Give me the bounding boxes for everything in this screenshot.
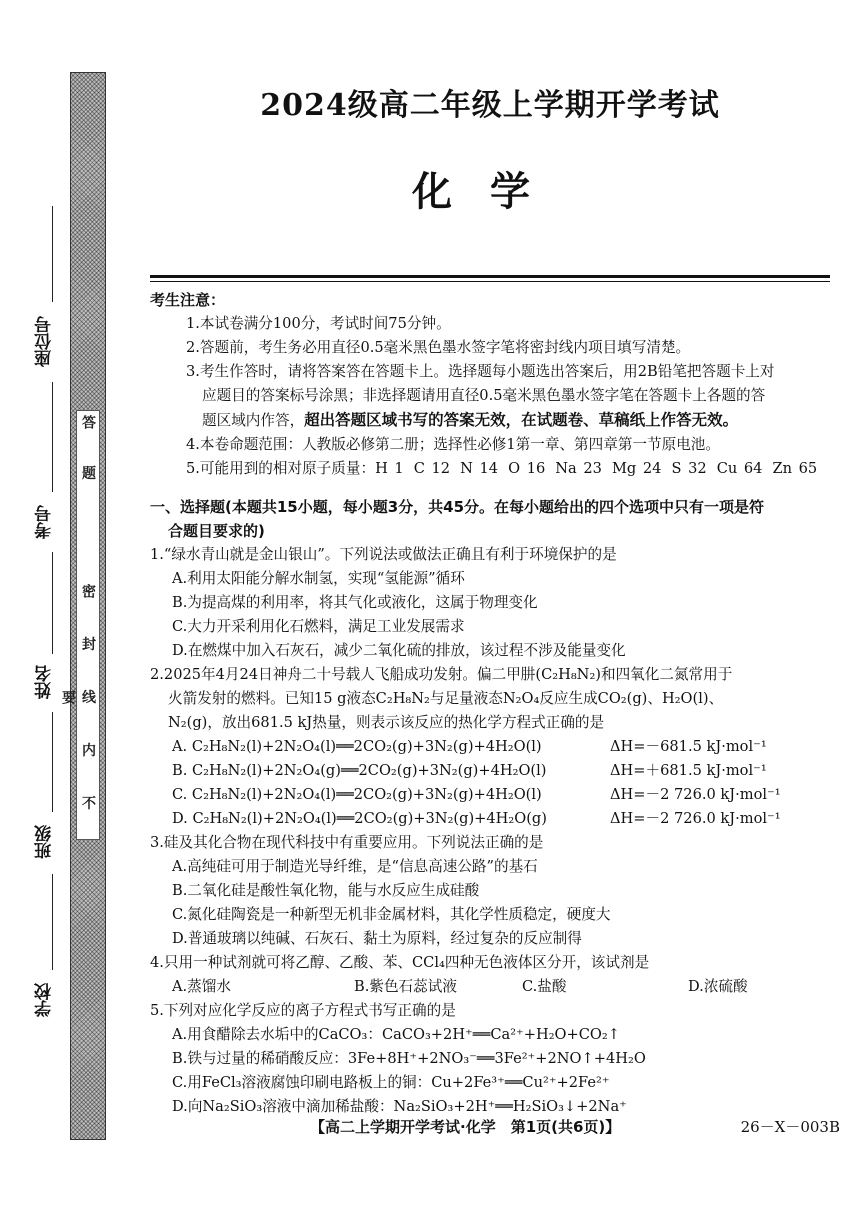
atom-mass: S 32 <box>671 460 707 477</box>
atom-mass: O 16 <box>508 460 546 477</box>
question-options-row <box>150 975 840 999</box>
question-option: A.蒸馏水 <box>172 978 231 995</box>
page-footer <box>150 1116 840 1140</box>
question-option <box>150 807 840 831</box>
question-stem: 1.“绿水青山就是金山银山”。下列说法或做法正确且有利于环境保护的是 <box>150 546 617 563</box>
thermo-equation: D. C₂H₈N₂(l)+2N₂O₄(l)══2CO₂(g)+3N₂(g)+4H₂O(g) <box>172 810 547 827</box>
class-label: 班级 <box>35 825 55 859</box>
atom-mass: N 14 <box>460 460 499 477</box>
atom-mass: Zn 65 <box>772 460 818 477</box>
notice-item-cont: 应题目的答案标号涂黑；非选择题请用直径0.5毫米黑色墨水签字笔在答题卡上各题的答 <box>202 387 766 404</box>
question-stem-cont: N₂(g)，放出681.5 kJ热量，则表示该反应的热化学方程式正确的是 <box>168 714 605 731</box>
thermo-equation: B. C₂H₈N₂(l)+2N₂O₄(g)══2CO₂(g)+3N₂(g)+4H₂O(l) <box>172 762 547 779</box>
notice-item: 3.考生作答时，请将答案答在答题卡上。选择题每小题选出答案后，用2B铅笔把答题卡上对 <box>186 363 775 380</box>
exam-content <box>150 288 840 1119</box>
atomic-masses <box>150 457 840 481</box>
notice-item: 2.答题前，考生务必用直径0.5毫米黑色墨水签字笔将密封线内项目填写清楚。 <box>186 339 691 356</box>
question-option: D.在燃煤中加入石灰石，减少二氧化硫的排放，该过程不涉及能量变化 <box>172 642 626 659</box>
question-stem: 4.只用一种试剂就可将乙醇、乙酸、苯、CCl₄四种无色液体区分开，该试剂是 <box>150 954 650 971</box>
atom-mass: Na 23 <box>555 460 602 477</box>
seat-no-line <box>52 206 53 302</box>
question-option: A.高纯硅可用于制造光导纤维，是“信息高速公路”的基石 <box>172 858 538 875</box>
question-option: B.紫色石蕊试液 <box>354 978 457 995</box>
seal-line-box <box>60 410 100 840</box>
notice-text: 题区域内作答， <box>202 412 305 429</box>
question-option: B.二氧化硅是酸性氧化物，能与水反应生成硅酸 <box>172 882 480 899</box>
question-option: B.铁与过量的稀硝酸反应：3Fe+8H⁺+2NO₃⁻══3Fe²⁺+2NO↑+4H₂O <box>172 1050 646 1067</box>
footer-code: 26－X－003B <box>740 1118 840 1136</box>
class-line <box>52 712 53 812</box>
question-stem: 5.下列对应化学反应的离子方程式书写正确的是 <box>150 1002 456 1019</box>
enthalpy-change: ΔH=＋681.5 kJ·mol⁻¹ <box>610 762 767 779</box>
thermo-equation: A. C₂H₈N₂(l)+2N₂O₄(l)══2CO₂(g)+3N₂(g)+4H₂O(l) <box>172 738 542 755</box>
question-option: C.用FeCl₃溶液腐蚀印刷电路板上的铜：Cu+2Fe³⁺══Cu²⁺+2Fe²⁺ <box>172 1074 610 1091</box>
notice-text: 5.可能用到的相对原子质量： <box>186 460 376 477</box>
name-label: 姓名 <box>35 665 55 699</box>
question-stem: 2.2025年4月24日神舟二十号载人飞船成功发射。偏二甲肼(C₂H₈N₂)和四氧化二氮常用于 <box>150 666 733 683</box>
enthalpy-change: ΔH=－2 726.0 kJ·mol⁻¹ <box>610 810 781 827</box>
question-option: C.氮化硅陶瓷是一种新型无机非金属材料，其化学性质稳定，硬度大 <box>172 906 611 923</box>
question-option: D.普通玻璃以纯碱、石灰石、黏土为原料，经过复杂的反应制得 <box>172 930 582 947</box>
school-line <box>52 874 53 970</box>
exam-title: 2024级高二年级上学期开学考试 <box>260 88 720 123</box>
atom-mass: C 12 <box>413 460 451 477</box>
section-heading-cont: 合题目要求的) <box>168 522 265 540</box>
exam-no-label: 考号 <box>35 505 55 539</box>
exam-no-line <box>52 382 53 492</box>
school-label: 学校 <box>35 983 55 1017</box>
question-option: C.盐酸 <box>522 978 567 995</box>
footer-page-info: 【高二上学期开学考试·化学 第1页(共6页)】 <box>310 1118 621 1136</box>
notice-emphasis: 超出答题区域书写的答案无效，在试题卷、草稿纸上作答无效。 <box>304 411 739 429</box>
notice-heading: 考生注意： <box>150 291 226 309</box>
question-option <box>150 735 840 759</box>
notice-item-cont <box>150 408 840 433</box>
question-option <box>150 783 840 807</box>
question-option: A.用食醋除去水垢中的CaCO₃：CaCO₃+2H⁺══Ca²⁺+H₂O+CO₂↑ <box>172 1026 620 1043</box>
name-line <box>52 552 53 654</box>
section-heading: 一、选择题(本题共15小题，每小题3分，共45分。在每小题给出的四个选项中只有一项是符 <box>150 498 765 516</box>
notice-item: 4.本卷命题范围：人教版必修第二册；选择性必修1第一章、第四章第一节原电池。 <box>186 436 720 453</box>
seat-no-label: 座位号 <box>35 316 55 368</box>
seal-text-top: 答 题 <box>80 415 96 496</box>
question-option: A.利用太阳能分解水制氢，实现“氢能源”循环 <box>172 570 465 587</box>
header-rule-thin <box>150 281 830 282</box>
thermo-equation: C. C₂H₈N₂(l)+2N₂O₄(l)══2CO₂(g)+3N₂(g)+4H₂O(l) <box>172 786 542 803</box>
question-option: D.浓硫酸 <box>688 978 748 995</box>
atom-mass: Cu 64 <box>716 460 763 477</box>
question-option: D.向Na₂SiO₃溶液中滴加稀盐酸：Na₂SiO₃+2H⁺══H₂SiO₃↓+2Na⁺ <box>172 1098 627 1115</box>
notice-item: 1.本试卷满分100分，考试时间75分钟。 <box>186 315 451 332</box>
enthalpy-change: ΔH=－681.5 kJ·mol⁻¹ <box>610 738 767 755</box>
question-stem: 3.硅及其化合物在现代科技中有重要应用。下列说法正确的是 <box>150 834 544 851</box>
atom-mass: Mg 24 <box>611 460 662 477</box>
header-rule <box>150 275 830 278</box>
enthalpy-change: ΔH=－2 726.0 kJ·mol⁻¹ <box>610 786 781 803</box>
question-stem-cont: 火箭发射的燃料。已知15 g液态C₂H₈N₂与足量液态N₂O₄反应生成CO₂(g)、H₂O(l)、 <box>168 690 724 707</box>
subject-title: 化学 <box>412 168 568 215</box>
question-option: C.大力开采利用化石燃料，满足工业发展需求 <box>172 618 465 635</box>
question-option: B.为提高煤的利用率，将其气化或液化，这属于物理变化 <box>172 594 538 611</box>
question-option <box>150 759 840 783</box>
seal-text-bottom: 密 封 线 内 不 要 <box>60 583 96 827</box>
atom-mass: H 1 <box>375 460 404 477</box>
